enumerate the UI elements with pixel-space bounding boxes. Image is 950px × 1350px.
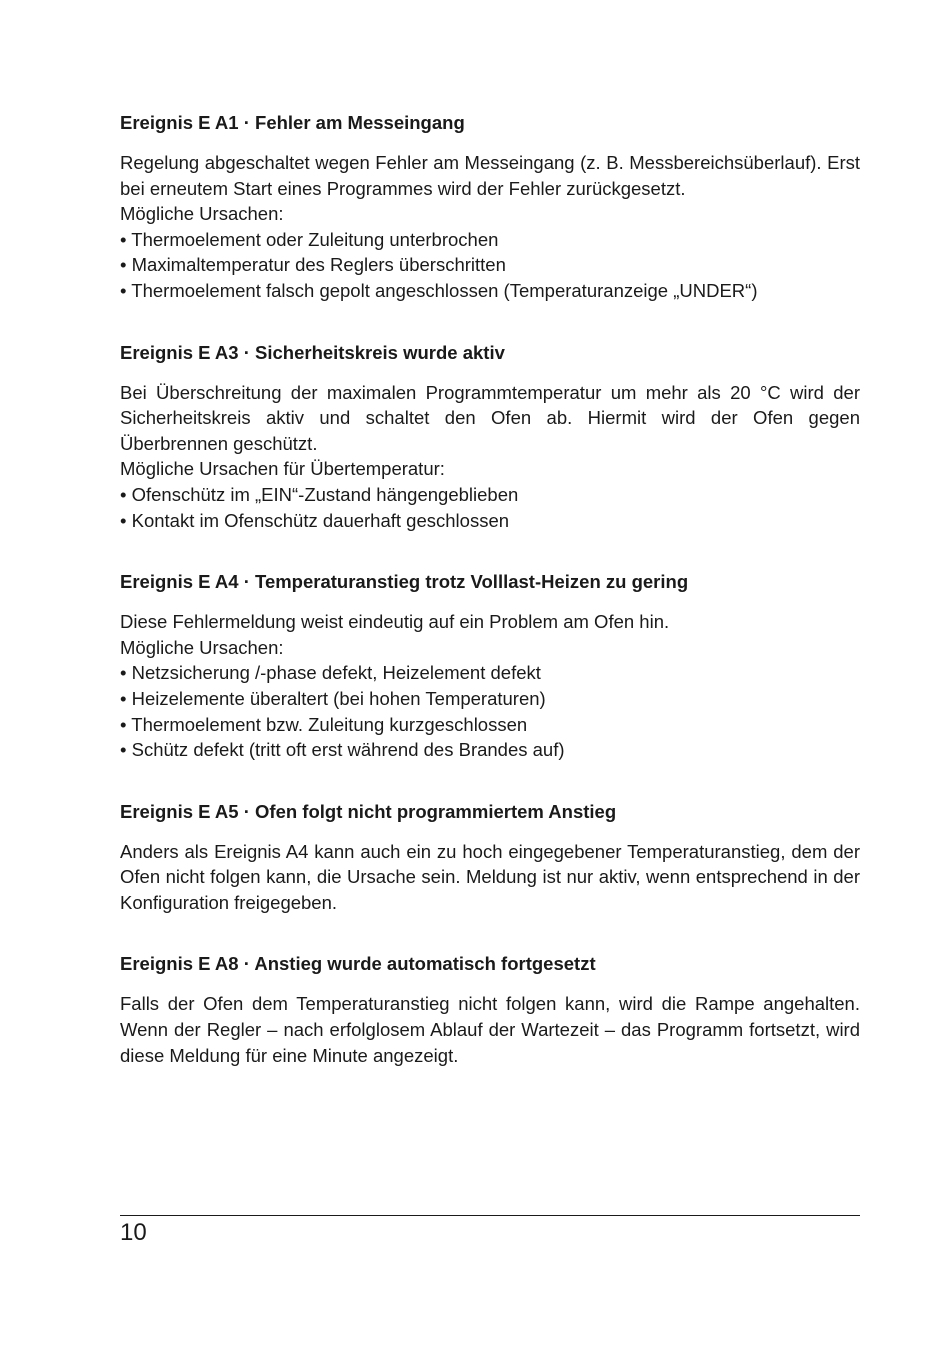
list-item: • Heizelemente überaltert (bei hohen Temperaturen) — [120, 687, 546, 709]
section-paragraph: Bei Überschreitung der maximalen Programmtemperatur um mehr als 20 °C wird der Sicherheitskreis aktiv und schaltet den Ofen ab. Hiermit wird der Ofen gegen Überbrennen geschützt. — [120, 381, 860, 454]
cause-list — [120, 660, 860, 762]
list-item: • Thermoelement bzw. Zuleitung kurzgeschlossen — [120, 713, 528, 735]
section-heading: Ereignis E A8 · Anstieg wurde automatisch fortgesetzt — [120, 953, 596, 975]
cause-list — [120, 227, 860, 304]
section-paragraph: Mögliche Ursachen für Übertemperatur: — [120, 458, 445, 480]
section-heading: Ereignis E A5 · Ofen folgt nicht programmiertem Anstieg — [120, 800, 617, 822]
list-item: • Netzsicherung /-phase defekt, Heizelement defekt — [120, 662, 541, 684]
list-item: • Maximaltemperatur des Reglers überschritten — [120, 254, 506, 276]
section-paragraph: Mögliche Ursachen: — [120, 203, 284, 225]
section-paragraph: Regelung abgeschaltet wegen Fehler am Messeingang (z. B. Messbereichsüberlauf). Erst bei erneutem Start eines Programmes wird der Fehler zurückgesetzt. — [120, 152, 860, 199]
section-event-e-a1 — [120, 110, 860, 304]
section-event-e-a3 — [120, 340, 860, 534]
section-heading: Ereignis E A1 · Fehler am Messeingang — [120, 112, 465, 133]
footer-divider — [120, 1215, 860, 1216]
list-item: • Schütz defekt (tritt oft erst während des Brandes auf) — [120, 739, 565, 761]
list-item: • Ofenschütz im „EIN“-Zustand hängengeblieben — [120, 483, 519, 505]
section-paragraph: Falls der Ofen dem Temperaturanstieg nicht folgen kann, wird die Rampe angehalten. Wenn der Regler – nach erfolglosem Ablauf der Wartezeit – das Programm fortsetzt, wird diese Meldung für eine Minute angezeigt. — [120, 993, 860, 1066]
section-paragraph: Diese Fehlermeldung weist eindeutig auf ein Problem am Ofen hin. — [120, 611, 670, 633]
list-item: • Thermoelement oder Zuleitung unterbrochen — [120, 228, 499, 250]
section-paragraph: Mögliche Ursachen: — [120, 636, 284, 658]
list-item: • Kontakt im Ofenschütz dauerhaft geschlossen — [120, 509, 510, 531]
page-number: 10 — [120, 1219, 147, 1246]
page-content — [120, 110, 860, 1104]
list-item: • Thermoelement falsch gepolt angeschlossen (Temperaturanzeige „UNDER“) — [120, 279, 758, 301]
section-event-e-a5 — [120, 799, 860, 916]
section-event-e-a8 — [120, 951, 860, 1068]
section-paragraph: Anders als Ereignis A4 kann auch ein zu hoch eingegebener Temperaturanstieg, dem der Ofen nicht folgen kann, die Ursache sein. Meldung ist nur aktiv, wenn entsprechend in der Konfiguration freigegeben. — [120, 840, 860, 913]
section-heading: Ereignis E A3 · Sicherheitskreis wurde aktiv — [120, 341, 505, 363]
section-heading: Ereignis E A4 · Temperaturanstieg trotz Volllast-Heizen zu gering — [120, 571, 689, 593]
cause-list — [120, 482, 860, 533]
section-event-e-a4 — [120, 569, 860, 763]
